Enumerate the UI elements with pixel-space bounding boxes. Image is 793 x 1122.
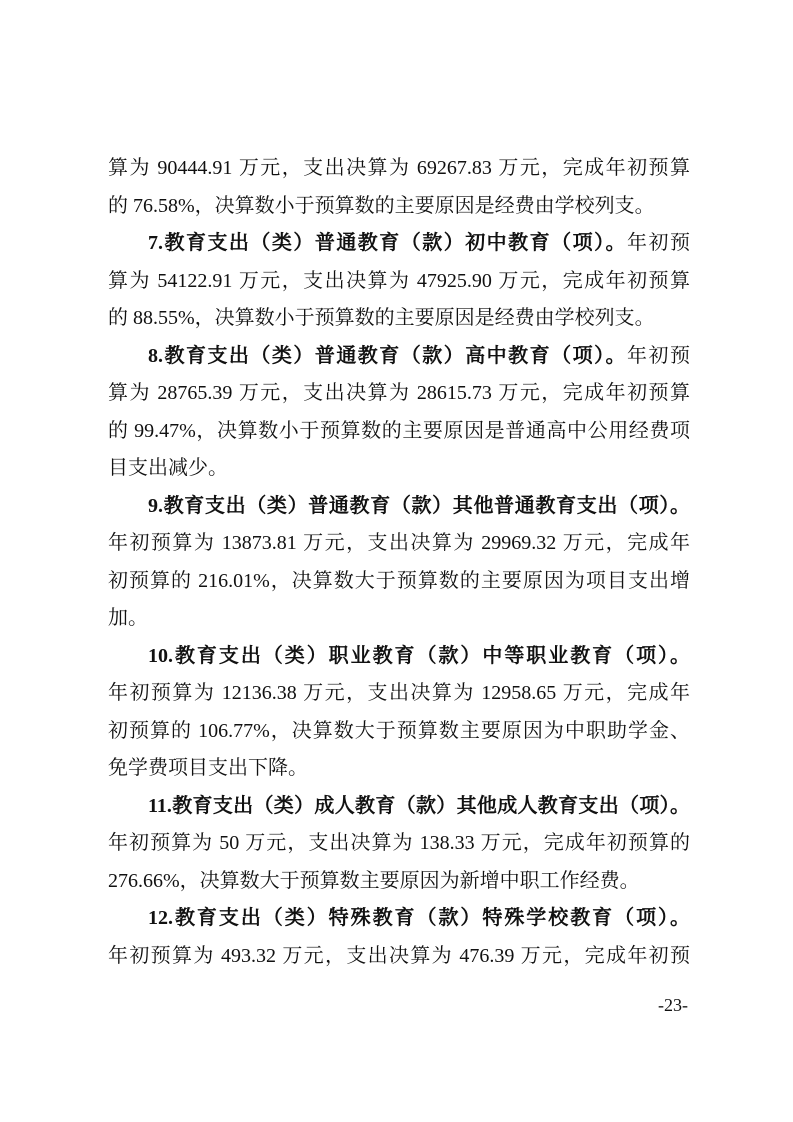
document-body: [108, 150, 690, 975]
text-line: [108, 188, 690, 226]
text-line: [108, 450, 690, 488]
text-line: [108, 938, 690, 976]
body-text: 初预算的 106.77%，决算数大于预算数主要原因为中职助学金、: [108, 719, 690, 742]
body-text: 年初预算为 13873.81 万元，支出决算为 29969.32 万元，完成年: [108, 532, 690, 554]
text-line: [108, 263, 690, 301]
body-text: 年初预算为 50 万元，支出决算为 138.33 万元，完成年初预算的: [108, 832, 690, 854]
body-text: 的 88.55%，决算数小于预算数的主要原因是经费由学校列支。: [108, 307, 655, 329]
section-heading-line: [108, 788, 690, 826]
section-heading: 11.教育支出（类）成人教育（款）其他成人教育支出（项）。: [148, 794, 690, 817]
text-line: [108, 675, 690, 713]
body-text: 年初预算为 493.32 万元，支出决算为 476.39 万元，完成年初预: [108, 944, 690, 967]
section-heading-line: [108, 225, 690, 263]
section-heading-line: [108, 488, 690, 526]
section-heading-line: [108, 900, 690, 938]
body-text: 目支出减少。: [108, 457, 228, 479]
text-line: [108, 563, 690, 601]
section-heading: 8.教育支出（类）普通教育（款）高中教育（项）。: [148, 344, 628, 367]
page-number: -23-: [658, 995, 688, 1015]
body-text: 年初预算为 12136.38 万元，支出决算为 12958.65 万元，完成年: [108, 682, 690, 704]
text-line: [108, 300, 690, 338]
text-line: [108, 863, 690, 901]
section-heading-line: [108, 638, 690, 676]
text-line: [108, 750, 690, 788]
text-line: [108, 150, 690, 188]
body-text: 的 99.47%，决算数小于预算数的主要原因是普通高中公用经费项: [108, 419, 690, 442]
body-text: 算为 54122.91 万元，支出决算为 47925.90 万元，完成年初预算: [108, 269, 690, 292]
text-line: [108, 825, 690, 863]
section-heading-line: [108, 338, 690, 376]
body-text: 的 76.58%，决算数小于预算数的主要原因是经费由学校列支。: [108, 194, 655, 217]
body-text: 免学费项目支出下降。: [108, 757, 308, 779]
body-text: 276.66%，决算数大于预算数主要原因为新增中职工作经费。: [108, 869, 640, 892]
body-text: 加。: [108, 607, 148, 629]
text-line: [108, 375, 690, 413]
section-heading: 7.教育支出（类）普通教育（款）初中教育（项）。: [148, 232, 628, 254]
text-line: [108, 525, 690, 563]
section-heading: 9.教育支出（类）普通教育（款）其他普通教育支出（项）。: [148, 494, 690, 517]
body-text: 年初预: [627, 232, 691, 254]
section-heading: 10.教育支出（类）职业教育（款）中等职业教育（项）。: [148, 644, 690, 667]
body-text: 年初预: [627, 344, 691, 367]
text-line: [108, 600, 690, 638]
text-line: [108, 413, 690, 451]
body-text: 算为 28765.39 万元，支出决算为 28615.73 万元，完成年初预算: [108, 382, 690, 404]
section-heading: 12.教育支出（类）特殊教育（款）特殊学校教育（项）。: [148, 907, 690, 929]
text-line: [108, 713, 690, 751]
body-text: 初预算的 216.01%，决算数大于预算数的主要原因为项目支出增: [108, 569, 690, 592]
body-text: 算为 90444.91 万元，支出决算为 69267.83 万元，完成年初预算: [108, 157, 690, 179]
